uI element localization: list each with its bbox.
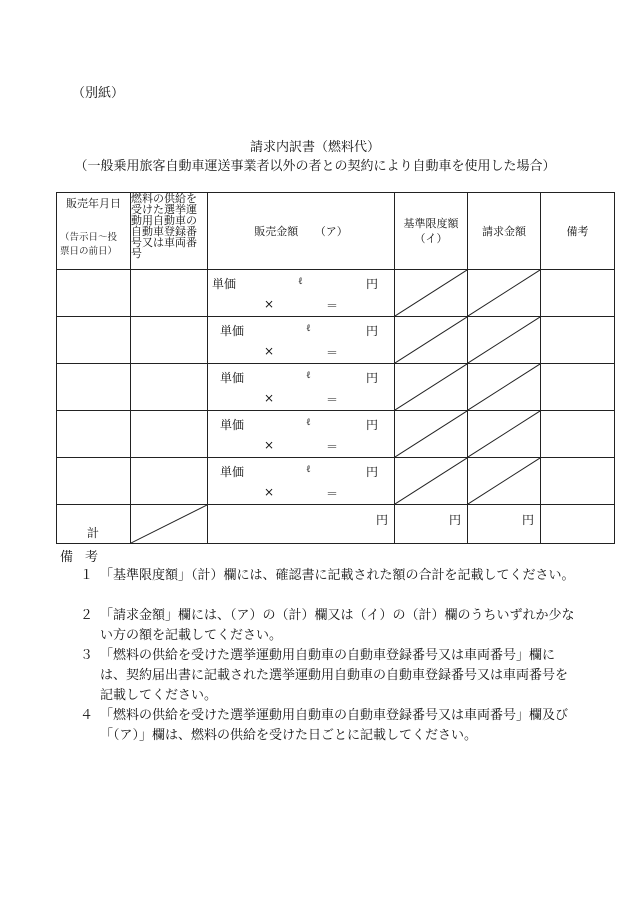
breakdown-table	[56, 192, 615, 544]
diagonal-slash	[395, 364, 467, 410]
vehicle-number-cell	[131, 411, 208, 458]
claim-amount-cell	[468, 411, 541, 458]
total-claim-cell	[468, 505, 541, 544]
vehicle-number-cell	[131, 458, 208, 505]
sale-date-cell	[57, 317, 131, 364]
remark-number: ３	[80, 648, 94, 663]
sales-amount-cell	[208, 458, 395, 505]
sales-amount-cell	[208, 411, 395, 458]
remark-note	[80, 606, 580, 646]
yen-unit: 円	[366, 277, 379, 291]
yen-unit: 円	[366, 324, 379, 338]
header-standard-limit	[395, 193, 468, 270]
claim-amount-cell	[468, 458, 541, 505]
liter-unit: ℓ	[306, 323, 311, 334]
sale-date-cell	[57, 364, 131, 411]
diagonal-slash	[468, 458, 540, 504]
sales-amount-cell	[208, 270, 395, 317]
remarks-cell	[541, 458, 615, 505]
vehicle-number-cell	[131, 270, 208, 317]
sales-amount-cell	[208, 317, 395, 364]
remark-note	[80, 646, 580, 706]
yen-unit: 円	[521, 513, 534, 527]
total-vehicle-cell	[131, 505, 208, 544]
total-remarks-cell	[541, 505, 615, 544]
document-title: 請求内訳書（燃料代）	[249, 140, 380, 155]
remarks-heading: 備考	[60, 550, 111, 565]
table-header-row	[57, 193, 615, 270]
remark-number: ４	[80, 708, 94, 723]
equals-sign: ＝	[326, 299, 339, 313]
sale-date-cell	[57, 270, 131, 317]
remarks-cell	[541, 364, 615, 411]
standard-limit-cell	[395, 270, 468, 317]
yen-unit: 円	[448, 513, 461, 527]
claim-amount-cell	[468, 364, 541, 411]
diagonal-slash	[468, 270, 540, 316]
claim-amount-cell	[468, 317, 541, 364]
unit-price-label: 単価	[220, 418, 245, 432]
diagonal-slash	[131, 505, 207, 543]
remarks-cell	[541, 411, 615, 458]
header-standard-limit-label: 基準限度額	[403, 217, 459, 230]
liter-unit: ℓ	[306, 464, 311, 475]
sale-date-cell	[57, 458, 131, 505]
times-sign: ×	[264, 391, 275, 405]
remark-text: 「燃料の供給を受けた選挙運動用自動車の自動車登録番号又は車両番号」欄には、契約届出書に記載された選挙運動用自動車の自動車登録番号又は車両番号を記載してください。	[100, 648, 569, 703]
table-row	[57, 364, 615, 411]
unit-price-label: 単価	[220, 465, 245, 479]
header-vehicle-number: 燃料の供給を受けた選挙運動用自動車の自動車登録番号又は車両番号	[131, 193, 208, 270]
remark-text: 「基準限度額」（計）欄には、確認書に記載された額の合計を記載してください。	[100, 568, 575, 583]
equals-sign: ＝	[326, 393, 339, 407]
diagonal-slash	[468, 364, 540, 410]
claim-amount-cell	[468, 270, 541, 317]
remark-number: １	[80, 568, 94, 583]
times-sign: ×	[264, 297, 275, 311]
diagonal-slash	[395, 270, 467, 316]
header-sale-date-title: 販売年月日	[66, 197, 121, 210]
yen-unit: 円	[366, 465, 379, 479]
remark-number: ２	[80, 608, 94, 623]
unit-price-label: 単価	[212, 277, 237, 291]
times-sign: ×	[264, 485, 275, 499]
remark-note	[80, 566, 580, 586]
sales-amount-cell	[208, 364, 395, 411]
table-row	[57, 411, 615, 458]
remarks-cell	[541, 317, 615, 364]
table-row	[57, 458, 615, 505]
total-sales-cell	[208, 505, 395, 544]
diagonal-slash	[395, 317, 467, 363]
remark-text: 「請求金額」欄には、（ア）の（計）欄又は（イ）の（計）欄のうちいずれか少ない方の額を記載してください。	[100, 608, 575, 643]
yen-unit: 円	[366, 418, 379, 432]
header-sales-amount: 販売金額 （ア）	[208, 193, 395, 270]
table-row	[57, 270, 615, 317]
standard-limit-cell	[395, 411, 468, 458]
sale-date-cell	[57, 411, 131, 458]
unit-price-label: 単価	[220, 324, 245, 338]
header-remarks: 備考	[541, 193, 615, 270]
standard-limit-cell	[395, 317, 468, 364]
diagonal-slash	[395, 458, 467, 504]
equals-sign: ＝	[326, 346, 339, 360]
standard-limit-cell	[395, 364, 468, 411]
times-sign: ×	[264, 438, 275, 452]
header-claim-amount: 請求金額	[468, 193, 541, 270]
remark-note	[80, 706, 580, 746]
times-sign: ×	[264, 344, 275, 358]
liter-unit: ℓ	[306, 417, 311, 428]
unit-price-label: 単価	[220, 371, 245, 385]
attachment-label: （別紙）	[72, 86, 125, 101]
total-label: 計	[87, 526, 100, 540]
diagonal-slash	[468, 317, 540, 363]
remark-text: 「燃料の供給を受けた選挙運動用自動車の自動車登録番号又は車両番号」欄及び「（ア）」欄は、燃料の供給を受けた日ごとに記載してください。	[100, 708, 569, 743]
vehicle-number-cell	[131, 364, 208, 411]
liter-unit: ℓ	[298, 276, 303, 287]
diagonal-slash	[395, 411, 467, 457]
standard-limit-cell	[395, 458, 468, 505]
total-label-cell	[57, 505, 131, 544]
vehicle-number-cell	[131, 317, 208, 364]
header-sale-date	[57, 193, 131, 270]
document-subtitle: （一般乗用旅客自動車運送事業者以外の者との契約により自動車を使用した場合）	[74, 159, 556, 174]
remarks-cell	[541, 270, 615, 317]
diagonal-slash	[468, 411, 540, 457]
equals-sign: ＝	[326, 440, 339, 454]
equals-sign: ＝	[326, 487, 339, 501]
yen-unit: 円	[375, 513, 388, 527]
header-sale-date-note1: （告示日～投	[60, 232, 118, 243]
total-limit-cell	[395, 505, 468, 544]
total-row	[57, 505, 615, 544]
header-standard-limit-mark: （イ）	[414, 232, 448, 245]
liter-unit: ℓ	[306, 370, 311, 381]
header-sale-date-note2: 票日の前日）	[60, 246, 118, 257]
yen-unit: 円	[366, 371, 379, 385]
table-row	[57, 317, 615, 364]
